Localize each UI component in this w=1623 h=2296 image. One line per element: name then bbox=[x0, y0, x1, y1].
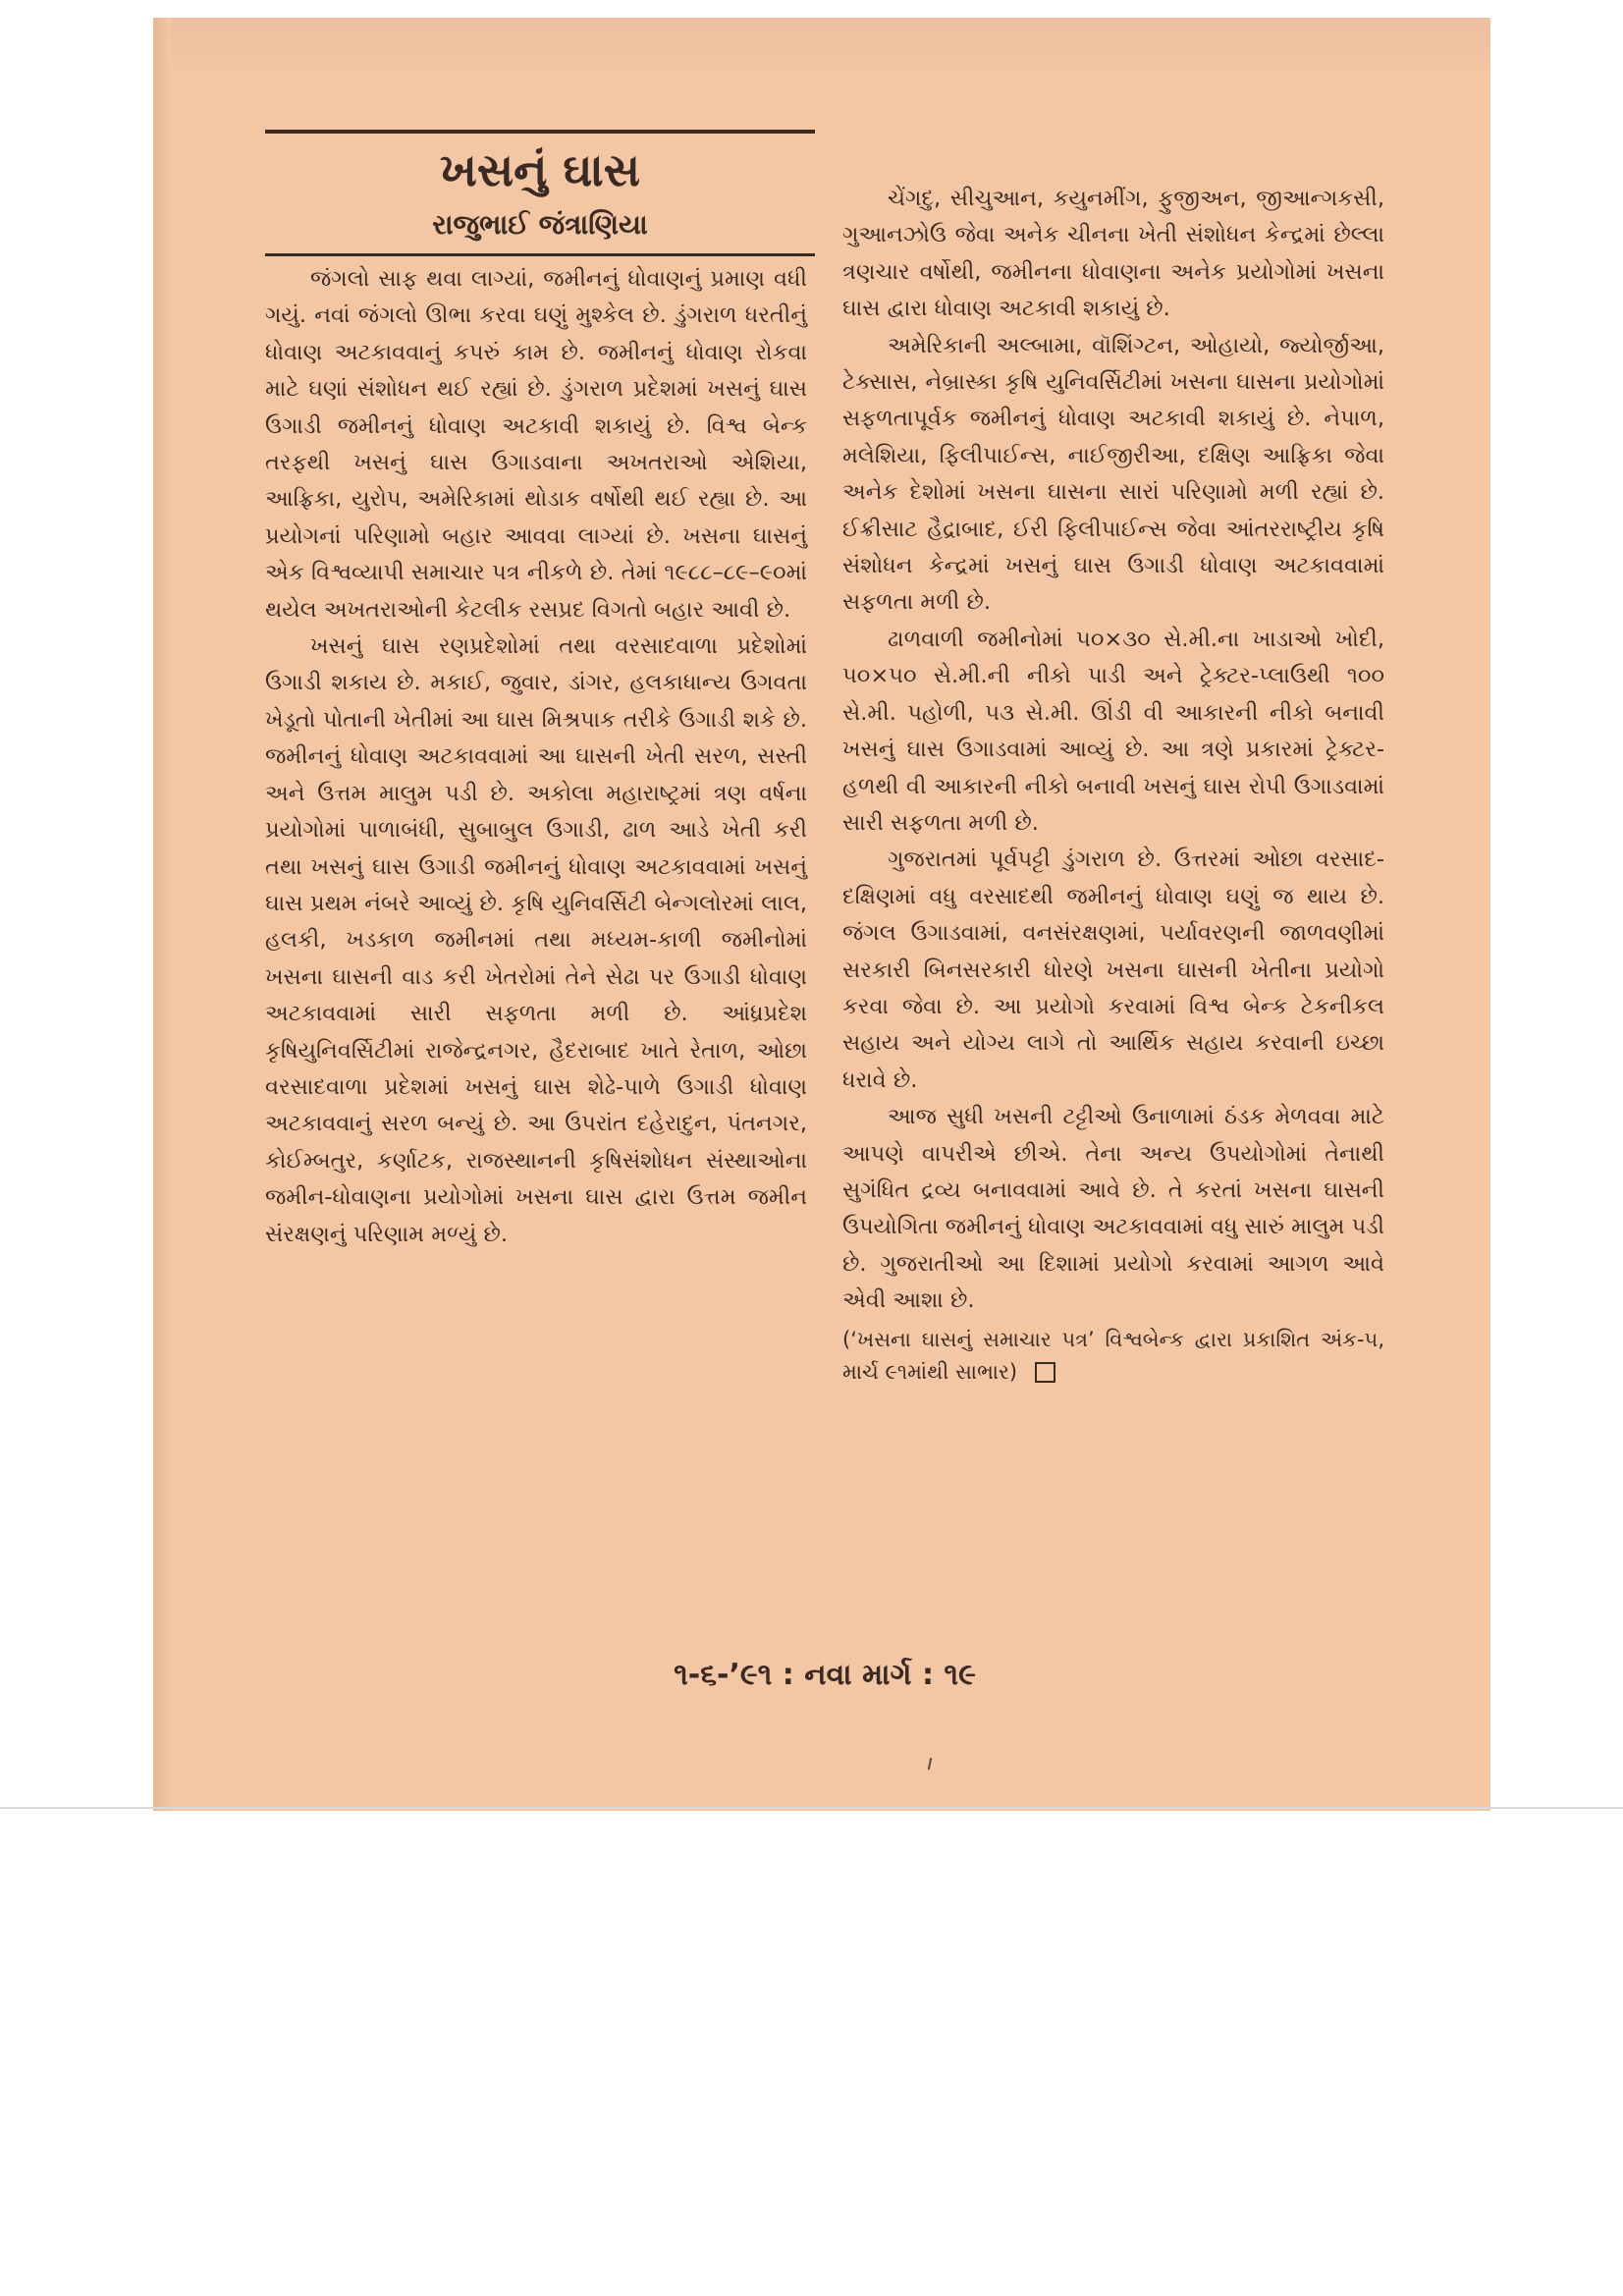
title-bottom-rule bbox=[265, 253, 815, 256]
page-top-shading bbox=[153, 18, 1490, 79]
source-credit bbox=[842, 1324, 1384, 1389]
left-column bbox=[265, 261, 807, 1253]
article-title: ખસનું ઘાસ bbox=[440, 143, 640, 196]
paragraph: આજ સુધી ખસની ટટ્ટીઓ ઉનાળામાં ઠંડક મેળવવા માટે આપણે વાપરીએ છીએ. તેના અન્ય ઉપયોગોમાં તેનાથી સુગંધિત દ્રવ્ય બનાવવામાં આવે છે. તે કરતાં ખસના ઘાસની ઉપયોગિતા જમીનનું ધોવાણ અટકાવવામાં વધુ સારું માલુમ પડી છે. ગુજરાતીઓ આ દિશામાં પ્રયોગો કરવામાં આગળ આવે એવી આશા છે. bbox=[842, 1104, 1384, 1314]
title-top-rule bbox=[265, 130, 815, 134]
paragraph: ચેંગદુ, સીચુઆન, કયુનમીંગ, ફુજીઅન, જીઆન્ગકસી, ગુઆનઝોઉ જેવા અનેક ચીનના ખેતી સંશોધન કેન્દ્રમાં છેલ્લા ત્રણચાર વર્ષોથી, જમીનના ધોવાણના અનેક પ્રયોગોમાં ખસના ઘાસ દ્વારા ધોવાણ અટકાવી શકાયું છે. bbox=[842, 186, 1384, 322]
right-column bbox=[842, 181, 1384, 1389]
paragraph: ખસનું ઘાસ રણપ્રદેશોમાં તથા વરસાદવાળા પ્રદેશોમાં ઉગાડી શકાય છે. મકાઈ, જુવાર, ડાંગર, હલકાધાન્ય ઉગવતા ખેડૂતો પોતાની ખેતીમાં આ ઘાસ મિશ્રપાક તરીકે ઉગાડી શકે છે. જમીનનું ધોવાણ અટકાવવામાં આ ઘાસની ખેતી સરળ, સસ્તી અને ઉત્તમ માલુમ પડી છે. અકોલા મહારાષ્ટ્રમાં ત્રણ વર્ષના પ્રયોગોમાં પાળાબંધી, સુબાબુલ ઉગાડી, ઢાળ આડે ખેતી કરી તથા ખસનું ઘાસ ઉગાડી જમીનનું ધોવાણ અટકાવવામાં ખસનું ઘાસ પ્રથમ નંબરે આવ્યું છે. કૃષિ યુનિવર્સિટી બેન્ગલોરમાં લાલ, હલકી, ખડકાળ જમીનમાં તથા મધ્યમ-કાળી જમીનોમાં ખસના ઘાસની વાડ કરી ખેતરોમાં તેને સેઢા પર ઉગાડી ધોવાણ અટકાવવામાં સારી સફળતા મળી છે. આંધ્રપ્રદેશ કૃષિયુનિવર્સિટીમાં રાજેન્દ્રનગર, હૈદરાબાદ ખાતે રેતાળ, ઓછા વરસાદવાળા પ્રદેશમાં ખસનું ઘાસ શેઢે-પાળે ઉગાડી ધોવાણ અટકાવવાનું સરળ બન્યું છે. આ ઉપરાંત દહેરાદુન, પંતનગર, કોઈમ્બતુર, કર્ણાટક, રાજસ્થાનની કૃષિસંશોધન સંસ્થાઓના જમીન-ધોવાણના પ્રયોગોમાં ખસના ઘાસ દ્વારા ઉત્તમ જમીન સંરક્ષણનું પરિણામ મળ્યું છે. bbox=[265, 633, 807, 1247]
paragraph: ઢાળવાળી જમીનોમાં ૫૦×૩૦ સે.મી.ના ખાડાઓ ખોદી, ૫૦×૫૦ સે.મી.ની નીકો પાડી અને ટ્રેક્ટર-પ્લાઉથી ૧૦૦ સે.મી. પહોળી, ૫૩ સે.મી. ઊંડી વી આકારની નીકો બનાવી ખસનું ઘાસ ઉગાડવામાં આવ્યું છે. આ ત્રણે પ્રકારમાં ટ્રેક્ટર-હળથી વી આકારની નીકો બનાવી ખસનું ઘાસ રોપી ઉગાડવામાં સારી સફળતા મળી છે. bbox=[842, 626, 1384, 836]
paragraph: અમેરિકાની અલ્બામા, વૉશિંગ્ટન, ઓહાયો, જ્યોર્જીઆ, ટેક્સાસ, નેબ્રાસ્કા કૃષિ યુનિવર્સિટીમાં ખસના ઘાસના પ્રયોગોમાં સફળતાપૂર્વક જમીનનું ધોવાણ અટકાવી શકાયું છે. નેપાળ, મલેશિયા, ફિલીપાઈન્સ, નાઈજીરીઆ, દક્ષિણ આફ્રિકા જેવા અનેક દેશોમાં ખસના ઘાસના સારાં પરિણામો મળી રહ્યાં છે. ઈક્રીસાટ હૈદ્રાબાદ, ઈરી ફિલીપાઈન્સ જેવા આંતરરાષ્ટ્રીય કૃષિ સંશોધન કેન્દ્રમાં ખસનું ઘાસ ઉગાડી ધોવાણ અટકાવવામાં સફળતા મળી છે. bbox=[842, 332, 1384, 616]
paragraph: જંગલો સાફ થવા લાગ્યાં, જમીનનું ધોવાણનું પ્રમાણ વધી ગયું. નવાં જંગલો ઊભા કરવા ઘણું મુશ્કેલ છે. ડુંગરાળ ધરતીનું ધોવાણ અટકાવવાનું કપરું કામ છે. જમીનનું ધોવાણ રોકવા માટે ઘણાં સંશોધન થઈ રહ્યાં છે. ડુંગરાળ પ્રદેશમાં ખસનું ઘાસ ઉગાડી જમીનનું ધોવાણ અટકાવી શકાયું છે. વિશ્વ બેન્ક તરફથી ખસનું ઘાસ ઉગાડવાના અખતરાઓ એશિયા, આફ્રિકા, યુરોપ, અમેરિકામાં થોડાક વર્ષોથી થઈ રહ્યા છે. આ પ્રયોગનાં પરિણામો બહાર આવવા લાગ્યાં છે. ખસના ઘાસનું એક વિશ્વવ્યાપી સમાચાર પત્ર નીકળે છે. તેમાં ૧૯૮૮–૮૯–૯૦માં થયેલ અખતરાઓની કેટલીક રસપ્રદ વિગતો બહાર આવી છે. bbox=[265, 266, 807, 623]
article-author: રાજુભાઈ જંત્રાણિયા bbox=[432, 208, 648, 241]
end-mark-box-icon bbox=[1035, 1362, 1055, 1383]
page-edge-shading bbox=[153, 18, 171, 1811]
paragraph: ગુજરાતમાં પૂર્વપટ્ટી ડુંગરાળ છે. ઉત્તરમાં ઓછા વરસાદ-દક્ષિણમાં વધુ વરસાદથી જમીનનું ધોવાણ ઘણું જ થાય છે. જંગલ ઉગાડવામાં, વનસંરક્ષણમાં, પર્યાવરણની જાળવણીમાં સરકારી બિનસરકારી ધોરણે ખસના ઘાસની ખેતીના પ્રયોગો કરવા જેવા છે. આ પ્રયોગો કરવામાં વિશ્વ બેન્ક ટેકનીકલ સહાય અને યોગ્ય લાગે તો આર્થિક સહાય કરવાની ઇચ્છા ધરાવે છે. bbox=[842, 847, 1384, 1093]
source-credit-text: (‘ખસના ઘાસનું સમાચાર પત્ર’ વિશ્વબેન્ક દ્વારા પ્રકાશિત અંક-૫, માર્ચ ૯૧માંથી સાભાર) bbox=[842, 1327, 1384, 1384]
scan-edge-line bbox=[0, 1807, 1623, 1809]
page-footer: ૧-૬-’૯૧ : નવા માર્ગ : ૧૯ bbox=[674, 1658, 976, 1692]
